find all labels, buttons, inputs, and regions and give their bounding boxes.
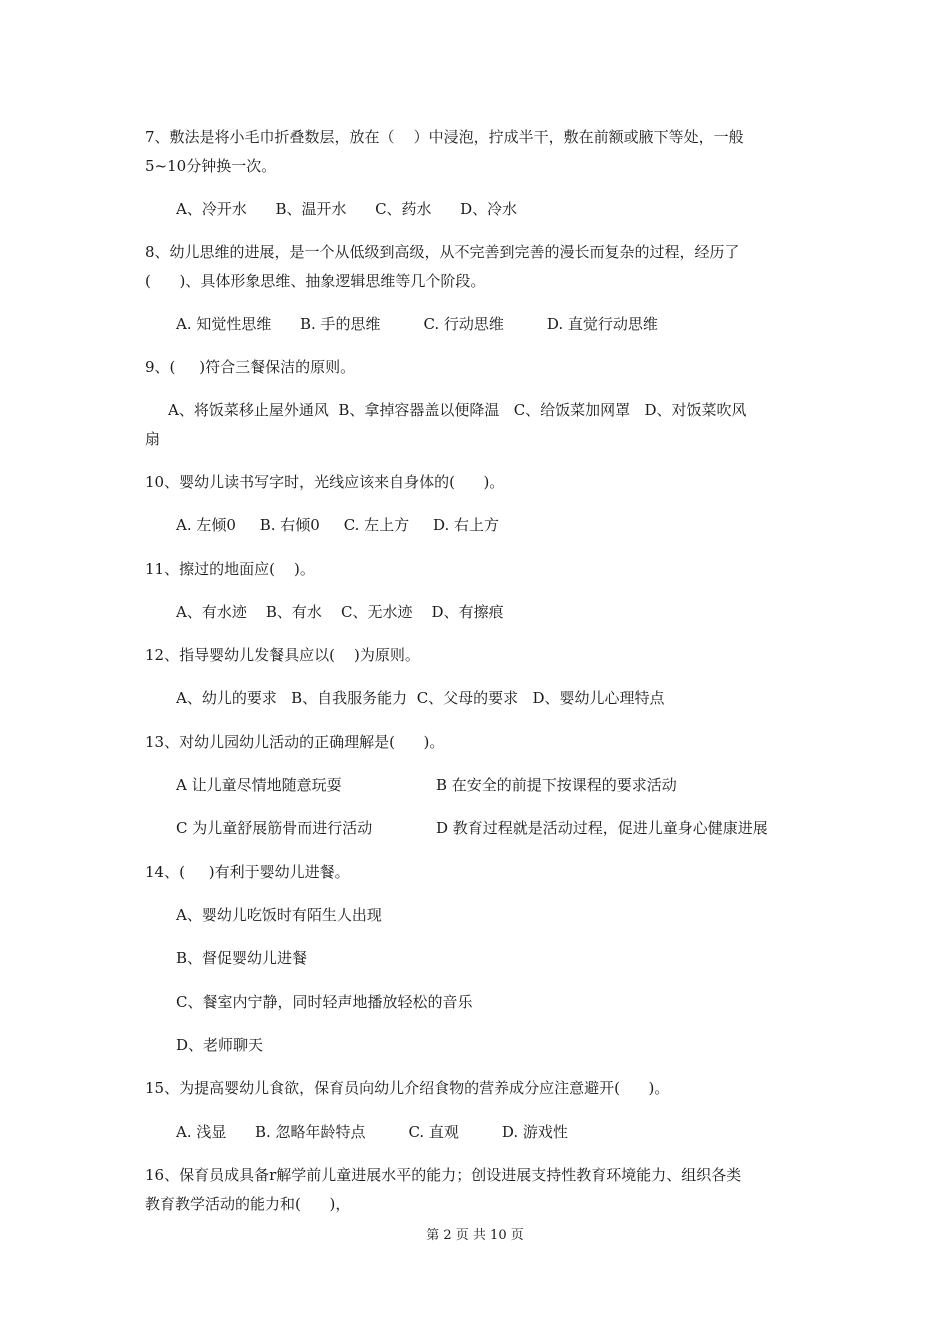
question-8-options: A. 知觉性思维 B. 手的思维 C. 行动思维 D. 直觉行动思维	[176, 315, 658, 333]
question-14-option-a: A、婴幼儿吃饭时有陌生人出现	[176, 906, 382, 924]
question-14-option-c: C、餐室内宁静，同时轻声地播放轻松的音乐	[176, 993, 473, 1011]
question-8-text: 8、幼儿思维的进展，是一个从低级到高级，从不完善到完善的漫长而复杂的过程，经历了	[145, 243, 740, 261]
question-14-text: 14、( )有利于婴幼儿进餐。	[145, 863, 350, 881]
question-13-option-a: A 让儿童尽情地随意玩耍	[176, 776, 342, 794]
question-15-text: 15、为提高婴幼儿食欲，保育员向幼儿介绍食物的营养成分应注意避开( )。	[145, 1079, 670, 1097]
question-9-text: 9、( )符合三餐保洁的原则。	[145, 358, 356, 376]
question-9-options-cont: 扇	[145, 430, 161, 448]
question-10-options: A. 左倾0 B. 右倾0 C. 左上方 D. 右上方	[176, 516, 500, 534]
question-15-options: A. 浅显 B. 忽略年龄特点 C. 直观 D. 游戏性	[176, 1123, 568, 1141]
question-13-option-c: C 为儿童舒展筋骨而进行活动	[176, 819, 373, 837]
question-14-option-d: D、老师聊天	[176, 1036, 264, 1054]
question-13-option-d: D 教育过程就是活动过程，促进儿童身心健康进展	[436, 819, 768, 837]
question-7-text: 7、敷法是将小毛巾折叠数层，放在（ ）中浸泡，拧成半干，敷在前额或腋下等处，一般	[145, 128, 744, 146]
question-8-text-cont: ( )、具体形象思维、抽象逻辑思维等几个阶段。	[145, 272, 486, 290]
question-7-options: A、冷开水 B、温开水 C、药水 D、冷水	[176, 200, 518, 218]
question-16-text-cont: 教育教学活动的能力和( )，	[145, 1195, 351, 1213]
question-11-text: 11、擦过的地面应( )。	[145, 560, 315, 578]
question-12-options: A、幼儿的要求 B、自我服务能力 C、父母的要求 D、婴幼儿心理特点	[176, 689, 665, 707]
question-16-text: 16、保育员成具备r解学前儿童进展水平的能力；创设进展支持性教育环境能力、组织各类	[145, 1166, 742, 1184]
page-number-footer: 第 2 页 共 10 页	[426, 1228, 524, 1243]
question-7-text-cont: 5~10分钟换一次。	[145, 157, 277, 175]
question-11-options: A、有水迹 B、有水 C、无水迹 D、有擦痕	[176, 603, 504, 621]
question-13-option-b: B 在安全的前提下按课程的要求活动	[436, 776, 677, 794]
question-10-text: 10、婴幼儿读书写字时，光线应该来自身体的( )。	[145, 473, 505, 491]
question-12-text: 12、指导婴幼儿发餐具应以( )为原则。	[145, 646, 420, 664]
question-14-option-b: B、督促婴幼儿进餐	[176, 949, 308, 967]
question-9-options: A、将饭菜移止屋外通风 B、拿掉容器盖以便降温 C、给饭菜加网罩 D、对饭菜吹风	[168, 401, 747, 419]
question-13-text: 13、对幼儿园幼儿活动的正确理解是( )。	[145, 733, 445, 751]
